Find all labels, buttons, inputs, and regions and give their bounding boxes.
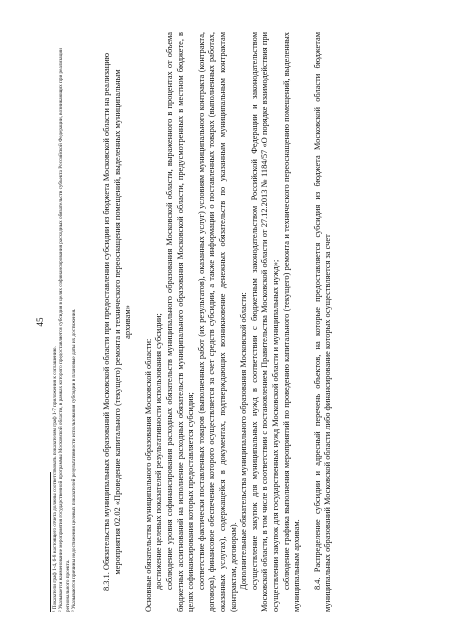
paragraph-schedule: соблюдение графика выполнения мероприятий по проведению капитального (текущего) ремонта и технического переоснащению помещений, выделенных муниципальным архивам. [281, 32, 302, 612]
page-number: 45 [35, 317, 45, 327]
footnote-3: ³ Указываются причины недостижения целевых показателей результативности использования субсидии в плановые даты их достижения. [71, 308, 78, 612]
footnote-2: ² Указывается наименование мероприятия государственной программы Московской области, в рамках которого предоставляется субсидия в целях софинансирования расходных обязательств субъекта Российской Федерации, возникающих при реализации регионального проекта. [58, 48, 71, 612]
paragraph-section-8-4: 8.4. Распределение субсидии и адресный перечень объектов, на которые предоставляется субсидия из бюджета Московской области бюджетам муниципальных образований Московской области либо финансирование которых осуществляется за счет [312, 32, 333, 612]
paragraph-cofinancing: соблюдение уровня софинансирования расходных обязательств муниципального образования Московской области, выраженного в процентах от объема бюджетных ассигнований на исполнение расходных обязательств муниципального образования Московской области, предусмотренных в местном бюджете, в целях софинансирования которых предоставляется субсидия; [164, 32, 196, 612]
main-text [102, 32, 334, 612]
paragraph-additional-obligations-title: Дополнительные обязательства муниципального образования Московской области: [239, 292, 249, 590]
footnote-separator [50, 472, 51, 612]
rotated-page-content [30, 32, 410, 612]
footnotes [52, 32, 78, 612]
paragraph-targets: достижение целевых показателей результативности использования субсидии; [154, 313, 164, 590]
spacer [303, 32, 313, 612]
paragraph-conformity: соответствие фактически поставленных товаров (выполненных работ (их результатов), оказанных услуг) условиям муниципального контракта (контракта, договора), финансовое обеспечение которого осуществляется за счет средств субсидии, а также информации о поставленных товарах (выполненных работах, оказанных услугах), содержащейся в документах, подтверждающих возникновение денежных обязательств по указанным муниципальным контрактам (контрактам, договорам). [196, 32, 238, 612]
footnote-1: ¹ Показатели граф 1-4, 6-8 настоящего отчета должны соответствовать показателям граф 1-7 приложения к соглашению. [52, 346, 58, 612]
paragraph-main-obligations-title: Основные обязательства муниципального образования Московской области: [143, 338, 153, 612]
section-heading: 8.3.1. Обязательства муниципальных образований Московской области при предоставлении субсидии из бюджета Московской области на реализацию мероприятия 02.02 «Проведение капитального (текущего) ремонта и технического переоснащения помещений, выделенных муниципальным архивам» [102, 53, 133, 592]
paragraph-procurement: осуществление закупок для муниципальных нужд в соответствии с бюджетным законодательством Российской Федерации и законодательством Московской области, в том числе в соответствии с постановлением Правительства Московской области от 27.12.2013 № 1184/57 «О порядке взаимодействия при осуществлении закупок для государственных нужд Московской области и муниципальных нужд»; [249, 32, 280, 612]
